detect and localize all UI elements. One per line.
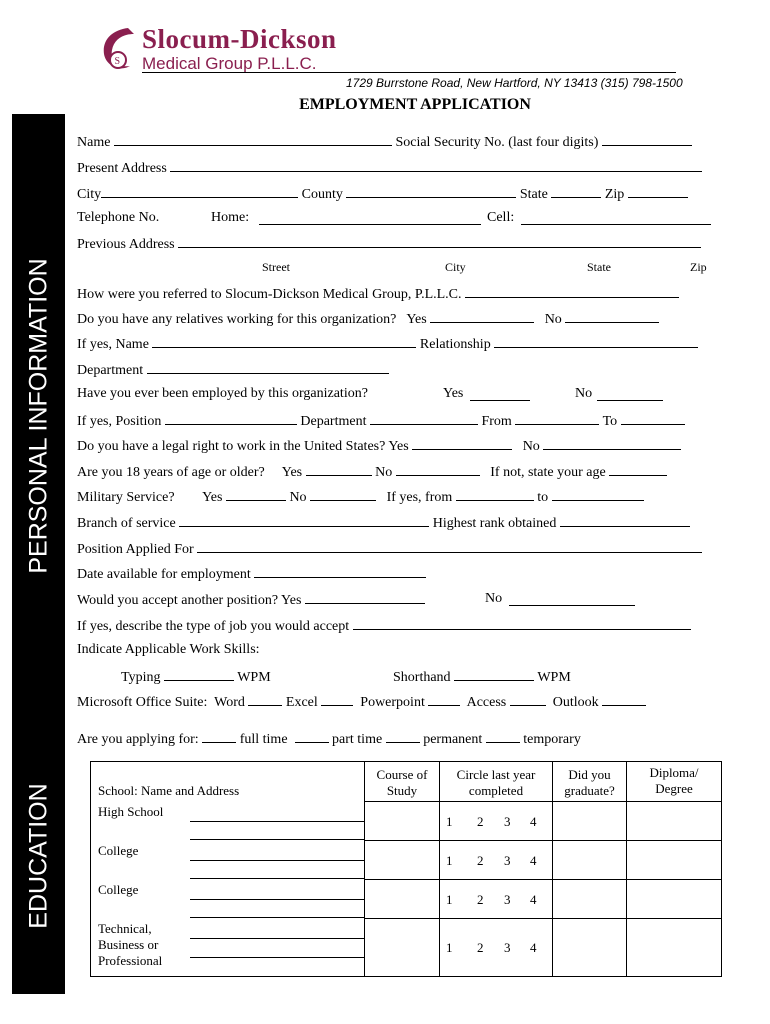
header-course-line-1: Course of — [376, 767, 428, 782]
age-no-field[interactable] — [396, 463, 480, 476]
high-school-address-line[interactable] — [190, 839, 364, 840]
department-field[interactable] — [147, 361, 389, 374]
employed-no-label: No — [575, 386, 593, 401]
header-graduate-line-1: Did you — [568, 767, 611, 782]
describe-job-label: If yes, describe the type of job you would accept — [77, 619, 350, 634]
company-logo-icon — [98, 24, 138, 74]
powerpoint-field[interactable] — [428, 693, 460, 706]
excel-field[interactable] — [321, 693, 353, 706]
table-row-line-1 — [364, 801, 722, 802]
technical-year-1[interactable]: 1 — [446, 940, 453, 955]
position-applied-label: Position Applied For — [77, 542, 194, 557]
college-1-year-1[interactable]: 1 — [446, 853, 453, 868]
age-yes-field[interactable] — [306, 463, 372, 476]
part-time-field[interactable] — [295, 730, 329, 743]
department-label: Department — [77, 363, 144, 378]
temporary-field[interactable] — [486, 730, 520, 743]
legal-right-row — [77, 437, 681, 455]
table-row-line-4 — [364, 918, 722, 919]
prior-department-field[interactable] — [370, 412, 478, 425]
permanent-label: permanent — [423, 732, 483, 747]
shorthand-wpm-field[interactable] — [454, 668, 534, 681]
age-yes-label: Yes — [281, 465, 303, 480]
shorthand-group — [393, 668, 571, 686]
previous-address-row — [77, 235, 701, 253]
sidebar-education — [12, 718, 65, 994]
ssn-field[interactable] — [602, 133, 692, 146]
sub-zip: Zip — [690, 260, 707, 274]
sidebar-personal-information — [12, 114, 65, 718]
outlook-label: Outlook — [552, 695, 599, 710]
legal-no-label: No — [522, 439, 540, 454]
header-course-line-2: Study — [386, 783, 418, 798]
typing-wpm-label: WPM — [237, 670, 271, 685]
header-graduate — [552, 767, 627, 799]
relatives-label: Do you have any relatives working for this organization? — [77, 312, 397, 327]
college-1-year-4[interactable]: 4 — [530, 853, 537, 868]
powerpoint-label: Powerpoint — [360, 695, 425, 710]
referred-field[interactable] — [465, 285, 679, 298]
company-address: 1729 Burrstone Road, New Hartford, NY 13413 (315) 798-1500 — [346, 76, 683, 90]
present-address-label: Present Address — [77, 161, 167, 176]
branch-label: Branch of service — [77, 516, 176, 531]
relatives-no-label: No — [544, 312, 562, 327]
high-school-year-2[interactable]: 2 — [477, 814, 484, 829]
relative-name-row — [77, 335, 698, 353]
header-circle-line-1: Circle last year — [456, 767, 536, 782]
legal-yes-label: Yes — [388, 439, 409, 454]
military-no-field[interactable] — [310, 488, 376, 501]
high-school-year-1[interactable]: 1 — [446, 814, 453, 829]
header-diploma-line-1: Diploma/ — [649, 765, 699, 780]
date-available-label: Date available for employment — [77, 567, 251, 582]
table-border-left — [90, 761, 91, 977]
state-age-field[interactable] — [609, 463, 667, 476]
outlook-field[interactable] — [602, 693, 646, 706]
svg-text:S: S — [114, 56, 121, 67]
highest-rank-field[interactable] — [560, 514, 690, 527]
work-skills-label: Indicate Applicable Work Skills: — [77, 642, 260, 657]
relatives-no-field[interactable] — [565, 310, 659, 323]
word-label: Word — [214, 695, 245, 710]
referred-label: How were you referred to Slocum-Dickson Medical Group, P.L.L.C. — [77, 287, 462, 302]
military-label: Military Service? — [77, 490, 175, 505]
technical-name-line[interactable] — [190, 938, 364, 939]
date-available-field[interactable] — [254, 565, 426, 578]
full-time-field[interactable] — [202, 730, 236, 743]
technical-line-3: Professional — [98, 953, 163, 968]
employed-no-field[interactable] — [597, 388, 663, 401]
college-2-year-3[interactable]: 3 — [504, 892, 511, 907]
military-yes-label: Yes — [202, 490, 223, 505]
header-graduate-line-2: graduate? — [564, 783, 615, 798]
prior-from-field[interactable] — [515, 412, 599, 425]
present-address-row — [77, 159, 702, 177]
relatives-yes-field[interactable] — [430, 310, 534, 323]
table-row-line-3 — [364, 879, 722, 880]
relatives-row — [77, 310, 659, 328]
branch-row — [77, 514, 690, 532]
prior-position-row — [77, 412, 685, 430]
college-2-year-4[interactable]: 4 — [530, 892, 537, 907]
prior-position-field[interactable] — [165, 412, 297, 425]
word-field[interactable] — [248, 693, 282, 706]
header-circle-line-2: completed — [468, 783, 524, 798]
ssn-label: Social Security No. (last four digits) — [395, 135, 599, 150]
relative-name-label: If yes, Name — [77, 337, 149, 352]
home-label: Home: — [211, 210, 250, 225]
prior-from-label: From — [481, 414, 512, 429]
employed-before-row — [77, 386, 711, 402]
row-high-school-label: High School — [98, 804, 164, 819]
row-technical-label — [98, 921, 162, 969]
typing-wpm-field[interactable] — [164, 668, 234, 681]
ms-office-label: Microsoft Office Suite: — [77, 695, 208, 710]
high-school-name-line[interactable] — [190, 821, 364, 822]
college-2-year-2[interactable]: 2 — [477, 892, 484, 907]
shorthand-wpm-label: WPM — [537, 670, 571, 685]
zip-label: Zip — [604, 187, 625, 202]
access-label: Access — [466, 695, 507, 710]
military-to-field[interactable] — [552, 488, 644, 501]
relatives-yes-label: Yes — [406, 312, 427, 327]
city-row — [77, 185, 688, 203]
high-school-year-4[interactable]: 4 — [530, 814, 537, 829]
access-field[interactable] — [510, 693, 546, 706]
full-time-label: full time — [239, 732, 288, 747]
military-yes-field[interactable] — [226, 488, 286, 501]
department-row — [77, 361, 389, 379]
sub-street: Street — [262, 260, 290, 274]
home-phone-field[interactable] — [259, 212, 481, 225]
state-label: State — [519, 187, 548, 202]
technical-year-4[interactable]: 4 — [530, 940, 537, 955]
sidebar-personal-label: PERSONAL INFORMATION — [24, 258, 52, 574]
technical-line-1: Technical, — [98, 921, 152, 936]
telephone-row — [77, 210, 711, 226]
applying-for-row — [77, 730, 581, 748]
header-rule — [142, 72, 676, 73]
age-no-label: No — [375, 465, 393, 480]
accept-no-label: No — [485, 591, 503, 606]
accept-no-field[interactable] — [509, 593, 635, 606]
name-field[interactable] — [114, 133, 392, 146]
relationship-field[interactable] — [494, 335, 698, 348]
part-time-label: part time — [332, 732, 383, 747]
technical-address-line[interactable] — [190, 957, 364, 958]
college-2-name-line[interactable] — [190, 899, 364, 900]
accept-another-row — [77, 591, 711, 609]
technical-year-2[interactable]: 2 — [477, 940, 484, 955]
relative-name-field[interactable] — [152, 335, 416, 348]
describe-job-row — [77, 617, 691, 635]
ms-office-row — [77, 693, 646, 711]
prior-to-label: To — [602, 414, 618, 429]
zip-field[interactable] — [628, 185, 688, 198]
age-row — [77, 463, 667, 481]
describe-job-field[interactable] — [353, 617, 691, 630]
prior-position-label: If yes, Position — [77, 414, 162, 429]
education-table — [90, 761, 722, 977]
accept-yes-label: Yes — [281, 593, 302, 608]
military-to-label: to — [537, 490, 549, 505]
cell-label: Cell: — [487, 210, 515, 225]
college-2-address-line[interactable] — [190, 917, 364, 918]
shorthand-label: Shorthand — [393, 670, 451, 685]
military-row — [77, 488, 644, 506]
highest-rank-label: Highest rank obtained — [432, 516, 557, 531]
college-2-year-1[interactable]: 1 — [446, 892, 453, 907]
name-row — [77, 133, 692, 151]
legal-no-field[interactable] — [543, 437, 681, 450]
header-diploma-line-2: Degree — [655, 781, 693, 796]
sub-city: City — [445, 260, 466, 274]
typing-row — [121, 668, 641, 686]
state-age-label: If not, state your age — [490, 465, 606, 480]
date-available-row — [77, 565, 426, 583]
city-field[interactable] — [101, 185, 298, 198]
employed-yes-label: Yes — [443, 386, 464, 401]
excel-label: Excel — [285, 695, 318, 710]
legal-right-label: Do you have a legal right to work in the United States? — [77, 439, 386, 454]
sidebar-education-label: EDUCATION — [24, 783, 52, 929]
applying-for-label: Are you applying for: — [77, 732, 199, 747]
header-diploma — [626, 765, 722, 797]
relationship-label: Relationship — [419, 337, 491, 352]
row-college-1-label: College — [98, 843, 139, 858]
header-school: School: Name and Address — [98, 783, 240, 798]
technical-year-3[interactable]: 3 — [504, 940, 511, 955]
military-from-label: If yes, from — [386, 490, 453, 505]
name-label: Name — [77, 135, 111, 150]
telephone-label: Telephone No. — [77, 210, 160, 225]
typing-label: Typing — [121, 670, 161, 685]
state-field[interactable] — [551, 185, 601, 198]
document-title: EMPLOYMENT APPLICATION — [299, 96, 531, 113]
cell-phone-field[interactable] — [521, 212, 711, 225]
employed-before-label: Have you ever been employed by this organization? — [77, 386, 368, 401]
referred-row — [77, 285, 679, 303]
high-school-year-3[interactable]: 3 — [504, 814, 511, 829]
previous-address-label: Previous Address — [77, 237, 175, 252]
college-1-address-line[interactable] — [190, 878, 364, 879]
company-name: Slocum-Dickson — [142, 24, 337, 54]
position-applied-field[interactable] — [197, 540, 702, 553]
prior-department-label: Department — [300, 414, 367, 429]
college-1-name-line[interactable] — [190, 860, 364, 861]
accept-yes-field[interactable] — [305, 591, 425, 604]
row-college-2-label: College — [98, 882, 139, 897]
sub-state: State — [587, 260, 611, 274]
branch-field[interactable] — [179, 514, 429, 527]
permanent-field[interactable] — [386, 730, 420, 743]
table-border-top — [90, 761, 722, 762]
temporary-label: temporary — [523, 732, 581, 747]
county-field[interactable] — [346, 185, 516, 198]
technical-line-2: Business or — [98, 937, 159, 952]
county-label: County — [301, 187, 343, 202]
military-no-label: No — [289, 490, 307, 505]
college-1-year-2[interactable]: 2 — [477, 853, 484, 868]
position-applied-row — [77, 540, 702, 558]
legal-yes-field[interactable] — [412, 437, 512, 450]
company-subtitle: Medical Group P.L.L.C. — [142, 54, 317, 73]
military-from-field[interactable] — [456, 488, 534, 501]
accept-another-label: Would you accept another position? — [77, 593, 279, 608]
prior-to-field[interactable] — [621, 412, 685, 425]
table-border-bottom — [90, 976, 722, 977]
present-address-field[interactable] — [170, 159, 702, 172]
previous-address-field[interactable] — [178, 235, 701, 248]
age-label: Are you 18 years of age or older? — [77, 465, 265, 480]
employed-yes-field[interactable] — [470, 388, 530, 401]
header-circle-year — [439, 767, 553, 799]
college-1-year-3[interactable]: 3 — [504, 853, 511, 868]
table-row-line-2 — [364, 840, 722, 841]
header-course — [364, 767, 440, 799]
city-label: City — [77, 187, 102, 202]
